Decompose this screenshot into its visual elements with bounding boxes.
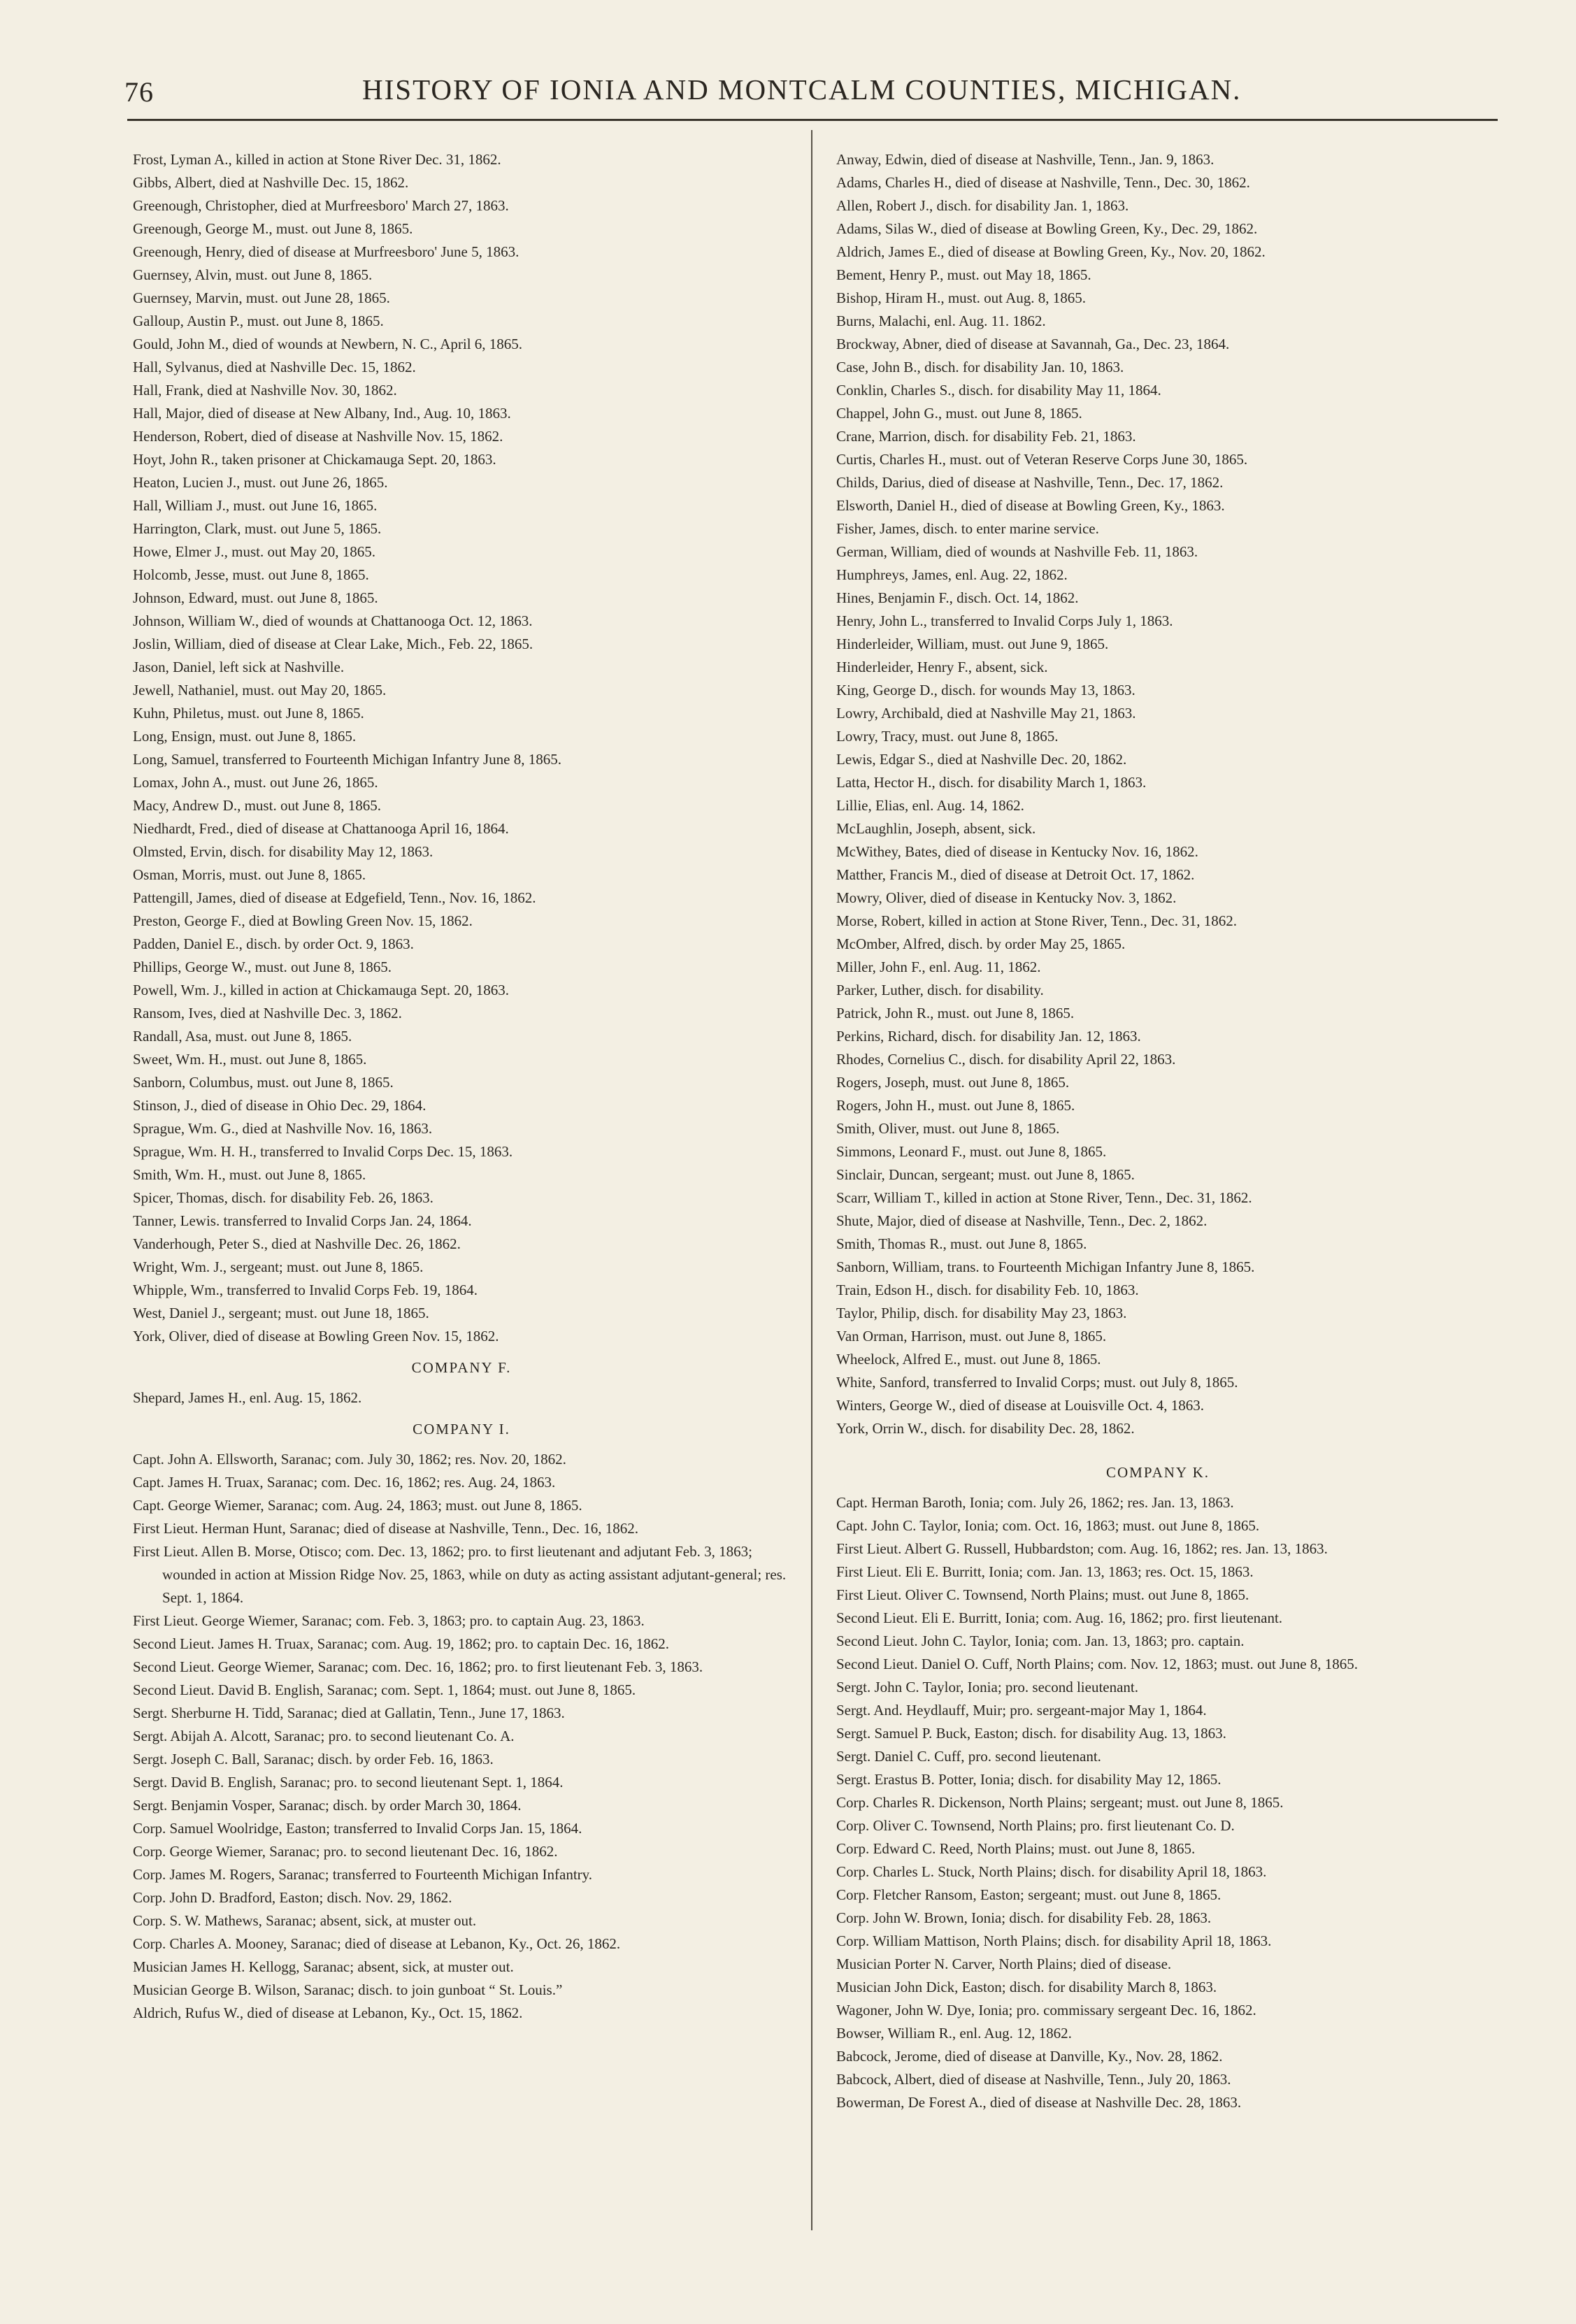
- company-k-roster: [836, 1491, 1480, 2114]
- roster-entry: Gibbs, Albert, died at Nashville Dec. 15, 1862.: [133, 174, 409, 191]
- roster-entry: Second Lieut. Daniel O. Cuff, North Plains; com. Nov. 12, 1863; must. out June 8, 1865.: [836, 1656, 1359, 1672]
- roster-entry: Corp. Charles L. Stuck, North Plains; disch. for disability April 18, 1863.: [836, 1863, 1267, 1880]
- roster-entry: Jewell, Nathaniel, must. out May 20, 1865.: [133, 682, 387, 698]
- roster-entry: Wheelock, Alfred E., must. out June 8, 1865.: [836, 1351, 1101, 1368]
- company-k-heading: COMPANY K.: [1106, 1464, 1210, 1481]
- roster-entry: First Lieut. Allen B. Morse, Otisco; com. Dec. 13, 1862; pro. to first lieutenant and adjutant Feb. 3, 1863; wounded in action at Mission Ridge Nov. 25, 1863, while on duty as acting assistant adjutant-general; res. Sept. 1, 1864.: [133, 1543, 787, 1606]
- roster-entry: Tanner, Lewis. transferred to Invalid Corps Jan. 24, 1864.: [133, 1212, 472, 1229]
- roster-entry: Corp. Samuel Woolridge, Easton; transferred to Invalid Corps Jan. 15, 1864.: [133, 1820, 582, 1837]
- roster-entry: Second Lieut. John C. Taylor, Ionia; com. Jan. 13, 1863; pro. captain.: [836, 1633, 1245, 1649]
- running-head: HISTORY OF IONIA AND MONTCALM COUNTIES, MICHIGAN.: [362, 73, 1242, 106]
- roster-entry: Rogers, John H., must. out June 8, 1865.: [836, 1097, 1075, 1114]
- roster-entry: Corp. John W. Brown, Ionia; disch. for disability Feb. 28, 1863.: [836, 1909, 1212, 1926]
- company-f-roster: [133, 1386, 790, 1410]
- roster-entry: Lowry, Archibald, died at Nashville May 21, 1863.: [836, 705, 1136, 722]
- roster-entry: Wright, Wm. J., sergeant; must. out June 8, 1865.: [133, 1258, 424, 1275]
- roster-entry: Brockway, Abner, died of disease at Savannah, Ga., Dec. 23, 1864.: [836, 336, 1230, 352]
- roster-entry: Miller, John F., enl. Aug. 11, 1862.: [836, 959, 1041, 975]
- roster-entry: Johnson, Edward, must. out June 8, 1865.: [133, 589, 378, 606]
- column-divider: [811, 130, 812, 2230]
- roster-entry: McWithey, Bates, died of disease in Kentucky Nov. 16, 1862.: [836, 843, 1198, 860]
- roster-entry: Sanborn, Columbus, must. out June 8, 1865.: [133, 1074, 394, 1091]
- roster-entry: Pattengill, James, died of disease at Edgefield, Tenn., Nov. 16, 1862.: [133, 889, 536, 906]
- roster-entry: Chappel, John G., must. out June 8, 1865.: [836, 405, 1082, 422]
- roster-entry: Stinson, J., died of disease in Ohio Dec. 29, 1864.: [133, 1097, 427, 1114]
- roster-entry: Patrick, John R., must. out June 8, 1865.: [836, 1005, 1075, 1021]
- roster-entry: Humphreys, James, enl. Aug. 22, 1862.: [836, 566, 1068, 583]
- roster-entry: First Lieut. George Wiemer, Saranac; com. Feb. 3, 1863; pro. to captain Aug. 23, 1863.: [133, 1612, 645, 1629]
- roster-entry: Sergt. David B. English, Saranac; pro. to second lieutenant Sept. 1, 1864.: [133, 1774, 564, 1791]
- roster-entry: Aldrich, Rufus W., died of disease at Lebanon, Ky., Oct. 15, 1862.: [133, 2004, 523, 2021]
- roster-entry: Corp. Charles A. Mooney, Saranac; died of disease at Lebanon, Ky., Oct. 26, 1862.: [133, 1935, 621, 1952]
- roster-entry: Guernsey, Alvin, must. out June 8, 1865.: [133, 266, 373, 283]
- roster-entry: Preston, George F., died at Bowling Green Nov. 15, 1862.: [133, 912, 473, 929]
- roster-entry: Babcock, Albert, died of disease at Nashville, Tenn., July 20, 1863.: [836, 2071, 1231, 2088]
- roster-entry: Lewis, Edgar S., died at Nashville Dec. 20, 1862.: [836, 751, 1127, 768]
- roster-entry: Greenough, Henry, died of disease at Murfreesboro' June 5, 1863.: [133, 243, 520, 260]
- roster-entry: Randall, Asa, must. out June 8, 1865.: [133, 1028, 352, 1045]
- roster-entry: Gould, John M., died of wounds at Newbern, N. C., April 6, 1865.: [133, 336, 523, 352]
- roster-entry: Simmons, Leonard F., must. out June 8, 1865.: [836, 1143, 1107, 1160]
- roster-entry: Perkins, Richard, disch. for disability Jan. 12, 1863.: [836, 1028, 1141, 1045]
- roster-entry: Corp. William Mattison, North Plains; disch. for disability April 18, 1863.: [836, 1932, 1272, 1949]
- roster-entry: Childs, Darius, died of disease at Nashville, Tenn., Dec. 17, 1862.: [836, 474, 1224, 491]
- roster-entry: Powell, Wm. J., killed in action at Chickamauga Sept. 20, 1863.: [133, 982, 509, 998]
- roster-entry: Train, Edson H., disch. for disability Feb. 10, 1863.: [836, 1282, 1139, 1298]
- header-rule: [127, 119, 1498, 121]
- company-i-roster: [133, 1448, 790, 2025]
- roster-entry: Long, Ensign, must. out June 8, 1865.: [133, 728, 357, 745]
- roster-entry: Adams, Silas W., died of disease at Bowling Green, Ky., Dec. 29, 1862.: [836, 220, 1258, 237]
- roster-entry: York, Orrin W., disch. for disability Dec. 28, 1862.: [836, 1420, 1135, 1437]
- roster-entry: Sprague, Wm. G., died at Nashville Nov. 16, 1863.: [133, 1120, 433, 1137]
- roster-entry: Smith, Wm. H., must. out June 8, 1865.: [133, 1166, 366, 1183]
- roster-entry: Bishop, Hiram H., must. out Aug. 8, 1865.: [836, 289, 1087, 306]
- roster-entry: Heaton, Lucien J., must. out June 26, 1865.: [133, 474, 388, 491]
- roster-entry: Latta, Hector H., disch. for disability March 1, 1863.: [836, 774, 1147, 791]
- roster-entry: Parker, Luther, disch. for disability.: [836, 982, 1044, 998]
- roster-entry: Greenough, Christopher, died at Murfreesboro' March 27, 1863.: [133, 197, 509, 214]
- roster-entry: Shepard, James H., enl. Aug. 15, 1862.: [133, 1389, 362, 1406]
- roster-entry: Lowry, Tracy, must. out June 8, 1865.: [836, 728, 1059, 745]
- roster-entry: First Lieut. Albert G. Russell, Hubbardston; com. Aug. 16, 1862; res. Jan. 13, 1863.: [836, 1540, 1328, 1557]
- roster-entry: Greenough, George M., must. out June 8, 1865.: [133, 220, 413, 237]
- roster-entry: Corp. John D. Bradford, Easton; disch. Nov. 29, 1862.: [133, 1889, 452, 1906]
- roster-entry: Lillie, Elias, enl. Aug. 14, 1862.: [836, 797, 1024, 814]
- roster-entry: Mowry, Oliver, died of disease in Kentucky Nov. 3, 1862.: [836, 889, 1177, 906]
- roster-entry: Hinderleider, William, must. out June 9, 1865.: [836, 636, 1109, 652]
- roster-entry: Galloup, Austin P., must. out June 8, 1865.: [133, 313, 384, 329]
- roster-entry: Sergt. Daniel C. Cuff, pro. second lieutenant.: [836, 1748, 1101, 1765]
- roster-entry: Aldrich, James E., died of disease at Bowling Green, Ky., Nov. 20, 1862.: [836, 243, 1266, 260]
- roster-entry: Rhodes, Cornelius C., disch. for disability April 22, 1863.: [836, 1051, 1176, 1068]
- roster-entry: Sinclair, Duncan, sergeant; must. out June 8, 1865.: [836, 1166, 1135, 1183]
- roster-entry: Shute, Major, died of disease at Nashville, Tenn., Dec. 2, 1862.: [836, 1212, 1208, 1229]
- roster-entry: Sergt. John C. Taylor, Ionia; pro. second lieutenant.: [836, 1679, 1139, 1695]
- roster-entry: Corp. Edward C. Reed, North Plains; must. out June 8, 1865.: [836, 1840, 1196, 1857]
- roster-entry: Wagoner, John W. Dye, Ionia; pro. commissary sergeant Dec. 16, 1862.: [836, 2002, 1256, 2018]
- roster-entry: Musician George B. Wilson, Saranac; disch. to join gunboat “ St. Louis.”: [133, 1981, 563, 1998]
- roster-entry: Capt. John C. Taylor, Ionia; com. Oct. 16, 1863; must. out June 8, 1865.: [836, 1517, 1260, 1534]
- roster-entry: Jason, Daniel, left sick at Nashville.: [133, 659, 345, 675]
- roster-entry: Johnson, William W., died of wounds at Chattanooga Oct. 12, 1863.: [133, 612, 533, 629]
- left-column: [133, 148, 790, 2025]
- roster-entry: Phillips, George W., must. out June 8, 1865.: [133, 959, 392, 975]
- roster-entry: Sergt. Erastus B. Potter, Ionia; disch. for disability May 12, 1865.: [836, 1771, 1222, 1788]
- roster-entry: First Lieut. Oliver C. Townsend, North Plains; must. out June 8, 1865.: [836, 1586, 1249, 1603]
- roster-entry: Corp. George Wiemer, Saranac; pro. to second lieutenant Dec. 16, 1862.: [133, 1843, 558, 1860]
- roster-entry: Sergt. Benjamin Vosper, Saranac; disch. by order March 30, 1864.: [133, 1797, 522, 1814]
- roster-entry: Curtis, Charles H., must. out of Veteran Reserve Corps June 30, 1865.: [836, 451, 1248, 468]
- roster-entry: Babcock, Jerome, died of disease at Danville, Ky., Nov. 28, 1862.: [836, 2048, 1223, 2065]
- roster-entry: Harrington, Clark, must. out June 5, 1865.: [133, 520, 382, 537]
- roster-entry: Burns, Malachi, enl. Aug. 11. 1862.: [836, 313, 1046, 329]
- roster-entry: Corp. Oliver C. Townsend, North Plains; pro. first lieutenant Co. D.: [836, 1817, 1235, 1834]
- roster-entry: Second Lieut. George Wiemer, Saranac; com. Dec. 16, 1862; pro. to first lieutenant Feb. 3, 1863.: [133, 1658, 703, 1675]
- roster-entry: Bement, Henry P., must. out May 18, 1865.: [836, 266, 1091, 283]
- roster-entry: Hinderleider, Henry F., absent, sick.: [836, 659, 1048, 675]
- roster-entry: Smith, Thomas R., must. out June 8, 1865.: [836, 1235, 1087, 1252]
- roster-entry: Rogers, Joseph, must. out June 8, 1865.: [836, 1074, 1070, 1091]
- roster-entry: Scarr, William T., killed in action at Stone River, Tenn., Dec. 31, 1862.: [836, 1189, 1252, 1206]
- roster-entry: Van Orman, Harrison, must. out June 8, 1865.: [836, 1328, 1107, 1344]
- roster-entry: Frost, Lyman A., killed in action at Stone River Dec. 31, 1862.: [133, 151, 501, 168]
- roster-entry: Sergt. Abijah A. Alcott, Saranac; pro. to second lieutenant Co. A.: [133, 1728, 515, 1744]
- roster-entry: Capt. Herman Baroth, Ionia; com. July 26, 1862; res. Jan. 13, 1863.: [836, 1494, 1234, 1511]
- roster-entry: Anway, Edwin, died of disease at Nashville, Tenn., Jan. 9, 1863.: [836, 151, 1215, 168]
- roster-entry: Musician James H. Kellogg, Saranac; absent, sick, at muster out.: [133, 1958, 514, 1975]
- roster-entry: Corp. James M. Rogers, Saranac; transferred to Fourteenth Michigan Infantry.: [133, 1866, 593, 1883]
- roster-entry: Sergt. Joseph C. Ball, Saranac; disch. by order Feb. 16, 1863.: [133, 1751, 494, 1767]
- roster-entry: Olmsted, Ervin, disch. for disability May 12, 1863.: [133, 843, 434, 860]
- roster-entry: Hall, Frank, died at Nashville Nov. 30, 1862.: [133, 382, 397, 399]
- roster-entry: Sergt. Samuel P. Buck, Easton; disch. for disability Aug. 13, 1863.: [836, 1725, 1226, 1742]
- roster-entry: Matther, Francis M., died of disease at Detroit Oct. 17, 1862.: [836, 866, 1195, 883]
- roster-entry: First Lieut. Eli E. Burritt, Ionia; com. Jan. 13, 1863; res. Oct. 15, 1863.: [836, 1563, 1254, 1580]
- roster-entry: Case, John B., disch. for disability Jan. 10, 1863.: [836, 359, 1124, 375]
- roster-entry: Henderson, Robert, died of disease at Nashville Nov. 15, 1862.: [133, 428, 503, 445]
- roster-entry: Second Lieut. James H. Truax, Saranac; com. Aug. 19, 1862; pro. to captain Dec. 16, 1862.: [133, 1635, 669, 1652]
- roster-entry: Allen, Robert J., disch. for disability Jan. 1, 1863.: [836, 197, 1129, 214]
- roster-list: [133, 148, 790, 1348]
- roster-entry: Lomax, John A., must. out June 26, 1865.: [133, 774, 378, 791]
- roster-entry: Second Lieut. David B. English, Saranac; com. Sept. 1, 1864; must. out June 8, 1865.: [133, 1681, 636, 1698]
- roster-entry: Niedhardt, Fred., died of disease at Chattanooga April 16, 1864.: [133, 820, 509, 837]
- page-number: 76: [124, 76, 154, 108]
- roster-entry: Bowerman, De Forest A., died of disease at Nashville Dec. 28, 1863.: [836, 2094, 1242, 2111]
- roster-entry: Bowser, William R., enl. Aug. 12, 1862.: [836, 2025, 1072, 2042]
- roster-entry: Sprague, Wm. H. H., transferred to Invalid Corps Dec. 15, 1863.: [133, 1143, 513, 1160]
- roster-entry: Long, Samuel, transferred to Fourteenth Michigan Infantry June 8, 1865.: [133, 751, 561, 768]
- roster-entry: Holcomb, Jesse, must. out June 8, 1865.: [133, 566, 369, 583]
- roster-entry: Capt. James H. Truax, Saranac; com. Dec. 16, 1862; res. Aug. 24, 1863.: [133, 1474, 556, 1491]
- roster-entry: Joslin, William, died of disease at Clear Lake, Mich., Feb. 22, 1865.: [133, 636, 533, 652]
- roster-entry: Ransom, Ives, died at Nashville Dec. 3, 1862.: [133, 1005, 402, 1021]
- roster-entry: Taylor, Philip, disch. for disability May 23, 1863.: [836, 1305, 1127, 1321]
- roster-entry: Howe, Elmer J., must. out May 20, 1865.: [133, 543, 376, 560]
- roster-entry: Sergt. Sherburne H. Tidd, Saranac; died at Gallatin, Tenn., June 17, 1863.: [133, 1705, 565, 1721]
- roster-entry: Padden, Daniel E., disch. by order Oct. 9, 1863.: [133, 935, 414, 952]
- company-f-heading: COMPANY F.: [411, 1359, 512, 1376]
- page-header: [124, 70, 1495, 119]
- roster-entry: Macy, Andrew D., must. out June 8, 1865.: [133, 797, 382, 814]
- roster-entry: Hoyt, John R., taken prisoner at Chickamauga Sept. 20, 1863.: [133, 451, 496, 468]
- roster-entry: Hines, Benjamin F., disch. Oct. 14, 1862.: [836, 589, 1079, 606]
- roster-entry: McLaughlin, Joseph, absent, sick.: [836, 820, 1036, 837]
- roster-entry: Sergt. And. Heydlauff, Muir; pro. sergeant-major May 1, 1864.: [836, 1702, 1207, 1719]
- roster-entry: Musician Porter N. Carver, North Plains; died of disease.: [836, 1956, 1172, 1972]
- roster-entry: Corp. Charles R. Dickenson, North Plains; sergeant; must. out June 8, 1865.: [836, 1794, 1284, 1811]
- roster-entry: Guernsey, Marvin, must. out June 28, 1865.: [133, 289, 390, 306]
- roster-entry: Sanborn, William, trans. to Fourteenth Michigan Infantry June 8, 1865.: [836, 1258, 1255, 1275]
- roster-entry: Spicer, Thomas, disch. for disability Feb. 26, 1863.: [133, 1189, 434, 1206]
- roster-list: [836, 148, 1480, 1440]
- roster-entry: Kuhn, Philetus, must. out June 8, 1865.: [133, 705, 364, 722]
- roster-entry: McOmber, Alfred, disch. by order May 25, 1865.: [836, 935, 1126, 952]
- roster-entry: Hall, Major, died of disease at New Albany, Ind., Aug. 10, 1863.: [133, 405, 511, 422]
- roster-entry: West, Daniel J., sergeant; must. out June 18, 1865.: [133, 1305, 429, 1321]
- roster-entry: Morse, Robert, killed in action at Stone River, Tenn., Dec. 31, 1862.: [836, 912, 1237, 929]
- roster-entry: Winters, George W., died of disease at Louisville Oct. 4, 1863.: [836, 1397, 1204, 1414]
- company-i-heading: COMPANY I.: [413, 1421, 510, 1437]
- roster-entry: Sweet, Wm. H., must. out June 8, 1865.: [133, 1051, 367, 1068]
- roster-entry: Hall, William J., must. out June 16, 1865.: [133, 497, 378, 514]
- roster-entry: Corp. S. W. Mathews, Saranac; absent, sick, at muster out.: [133, 1912, 477, 1929]
- roster-entry: Capt. George Wiemer, Saranac; com. Aug. 24, 1863; must. out June 8, 1865.: [133, 1497, 582, 1514]
- roster-entry: Fisher, James, disch. to enter marine service.: [836, 520, 1099, 537]
- roster-entry: Smith, Oliver, must. out June 8, 1865.: [836, 1120, 1060, 1137]
- roster-entry: Hall, Sylvanus, died at Nashville Dec. 15, 1862.: [133, 359, 416, 375]
- roster-entry: Musician John Dick, Easton; disch. for disability March 8, 1863.: [836, 1979, 1217, 1995]
- roster-entry: Henry, John L., transferred to Invalid Corps July 1, 1863.: [836, 612, 1173, 629]
- roster-entry: Adams, Charles H., died of disease at Nashville, Tenn., Dec. 30, 1862.: [836, 174, 1250, 191]
- roster-entry: Conklin, Charles S., disch. for disability May 11, 1864.: [836, 382, 1161, 399]
- roster-entry: King, George D., disch. for wounds May 13, 1863.: [836, 682, 1136, 698]
- roster-entry: Osman, Morris, must. out June 8, 1865.: [133, 866, 366, 883]
- roster-entry: Whipple, Wm., transferred to Invalid Corps Feb. 19, 1864.: [133, 1282, 478, 1298]
- roster-entry: First Lieut. Herman Hunt, Saranac; died of disease at Nashville, Tenn., Dec. 16, 1862.: [133, 1520, 639, 1537]
- right-column: [836, 148, 1480, 2114]
- roster-entry: Capt. John A. Ellsworth, Saranac; com. July 30, 1862; res. Nov. 20, 1862.: [133, 1451, 566, 1468]
- roster-entry: Elsworth, Daniel H., died of disease at Bowling Green, Ky., 1863.: [836, 497, 1225, 514]
- roster-entry: Second Lieut. Eli E. Burritt, Ionia; com. Aug. 16, 1862; pro. first lieutenant.: [836, 1609, 1283, 1626]
- roster-entry: German, William, died of wounds at Nashville Feb. 11, 1863.: [836, 543, 1198, 560]
- roster-entry: York, Oliver, died of disease at Bowling Green Nov. 15, 1862.: [133, 1328, 499, 1344]
- roster-entry: Corp. Fletcher Ransom, Easton; sergeant; must. out June 8, 1865.: [836, 1886, 1222, 1903]
- roster-entry: Vanderhough, Peter S., died at Nashville Dec. 26, 1862.: [133, 1235, 461, 1252]
- roster-entry: Crane, Marrion, disch. for disability Feb. 21, 1863.: [836, 428, 1136, 445]
- roster-entry: White, Sanford, transferred to Invalid Corps; must. out July 8, 1865.: [836, 1374, 1238, 1391]
